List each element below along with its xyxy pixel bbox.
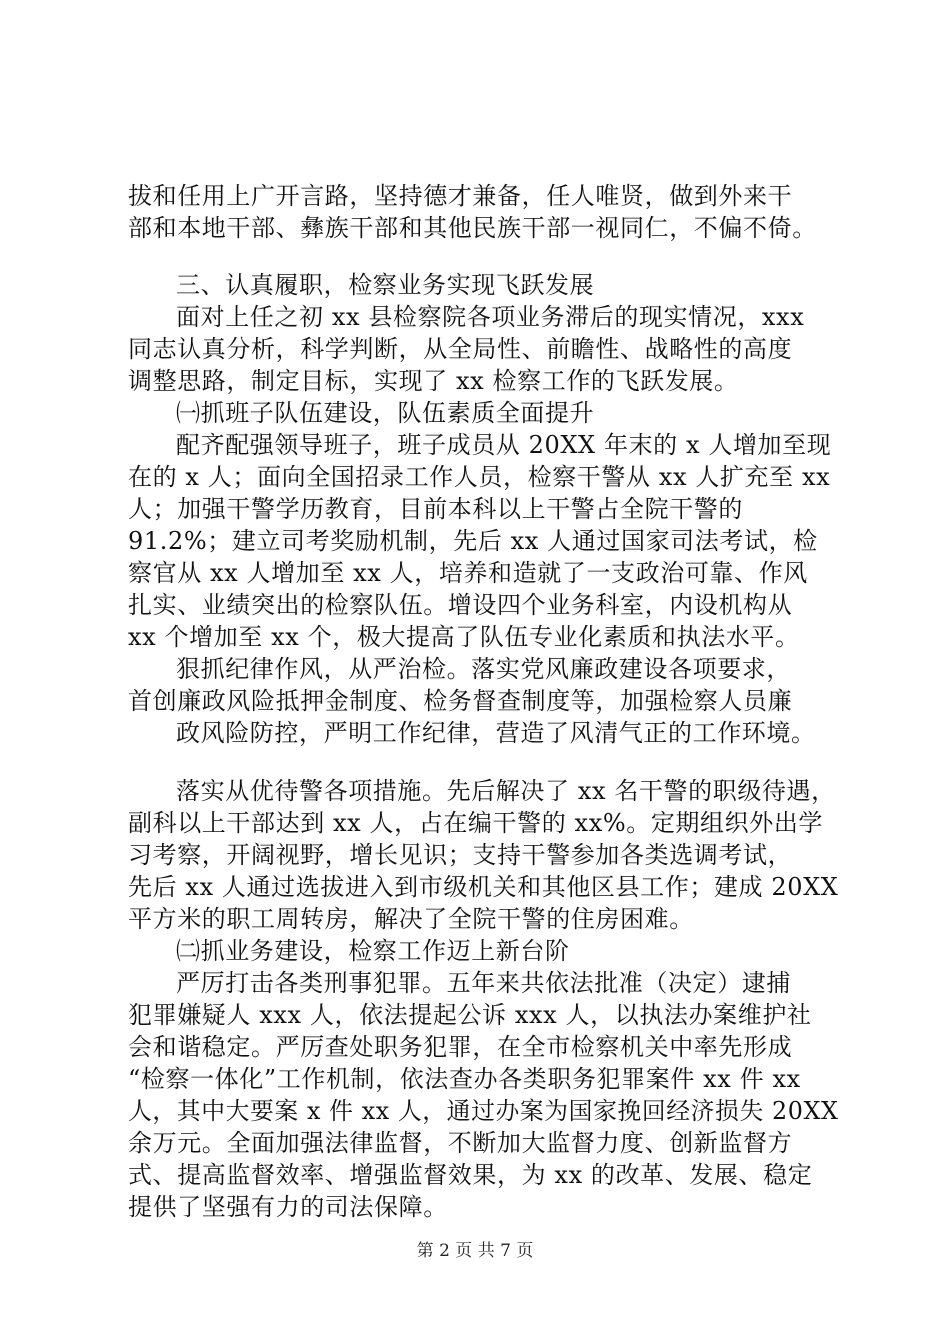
paragraph-line: 平方米的职工周转房，解决了全院干警的住房困难。	[128, 905, 694, 933]
paragraph-line: 调整思路，制定目标，实现了 xx 检察工作的飞跃发展。	[128, 367, 739, 395]
paragraph-line: 副科以上干部达到 xx 人，占在编干警的 xx%。定期组织外出学	[128, 809, 824, 837]
paragraph-line: 习考察，开阔视野，增长见识；支持干警参加各类选调考试，	[128, 841, 793, 869]
paragraph-line: 人；加强干警学历教育，目前本科以上干警占全院干警的	[128, 495, 743, 523]
paragraph-line: 配齐配强领导班子，班子成员从 20XX 年末的 x 人增加至现	[176, 431, 832, 459]
paragraph-line: 犯罪嫌疑人 xxx 人，依法提起公诉 xxx 人，以执法办案维护社	[128, 1001, 812, 1029]
paragraph-line: 面对上任之初 xx 县检察院各项业务滞后的现实情况，xxx	[176, 303, 805, 331]
paragraph-line: 同志认真分析，科学判断，从全局性、前瞻性、战略性的高度	[128, 335, 793, 363]
subsection-heading: ㈠抓班子队伍建设，队伍素质全面提升	[176, 399, 595, 427]
paragraph-line: 扎实、业绩突出的检察队伍。增设四个业务科室，内设机构从	[128, 591, 793, 619]
paragraph-line: 会和谐稳定。严厉查处职务犯罪，在全市检察机关中率先形成	[128, 1033, 793, 1061]
paragraph-line: 政风险防控，严明工作纪律，营造了风清气正的工作环境。	[176, 719, 816, 747]
paragraph-line: 人，其中大要案 x 件 xx 人，通过办案为国家挽回经济损失 20XX	[128, 1097, 839, 1125]
section-heading: 三、认真履职，检察业务实现飞跃发展	[176, 271, 595, 299]
paragraph-line: 察官从 xx 人增加至 xx 人，培养和造就了一支政治可靠、作风	[128, 559, 808, 587]
paragraph-line: 首创廉政风险抵押金制度、检务督查制度等，加强检察人员廉	[128, 687, 793, 715]
page-number-footer: 第 2 页 共 7 页	[416, 1241, 534, 1261]
paragraph-line: xx 个增加至 xx 个，极大提高了队伍专业化素质和执法水平。	[128, 623, 800, 651]
paragraph-line: 落实从优待警各项措施。先后解决了 xx 名干警的职级待遇，	[176, 777, 836, 805]
paragraph-line: 狠抓纪律作风，从严治检。落实党风廉政建设各项要求，	[176, 655, 791, 683]
paragraph-line: 余万元。全面加强法律监督，不断加大监督力度、创新监督方	[128, 1129, 793, 1157]
paragraph-line: 提供了坚强有力的司法保障。	[128, 1193, 448, 1221]
paragraph-line: 拔和任用上广开言路，坚持德才兼备，任人唯贤，做到外来干	[128, 182, 793, 210]
subsection-heading: ㈡抓业务建设，检察工作迈上新台阶	[176, 937, 570, 965]
paragraph-line: 式、提高监督效率、增强监督效果，为 xx 的改革、发展、稳定	[128, 1161, 813, 1189]
paragraph-line: “检察一体化”工作机制，依法查办各类职务犯罪案件 xx 件 xx	[128, 1065, 801, 1093]
paragraph-line: 在的 x 人；面向全国招录工作人员，检察干警从 xx 人扩充至 xx	[128, 463, 831, 491]
paragraph-line: 部和本地干部、彝族干部和其他民族干部一视同仁，不偏不倚。	[128, 214, 817, 242]
paragraph-line: 严厉打击各类刑事犯罪。五年来共依法批准（决定）逮捕	[176, 969, 791, 997]
paragraph-line: 91.2%；建立司考奖励机制，先后 xx 人通过国家司法考试，检	[128, 527, 818, 555]
paragraph-line: 先后 xx 人通过选拔进入到市级机关和其他区县工作；建成 20XX	[128, 873, 839, 901]
